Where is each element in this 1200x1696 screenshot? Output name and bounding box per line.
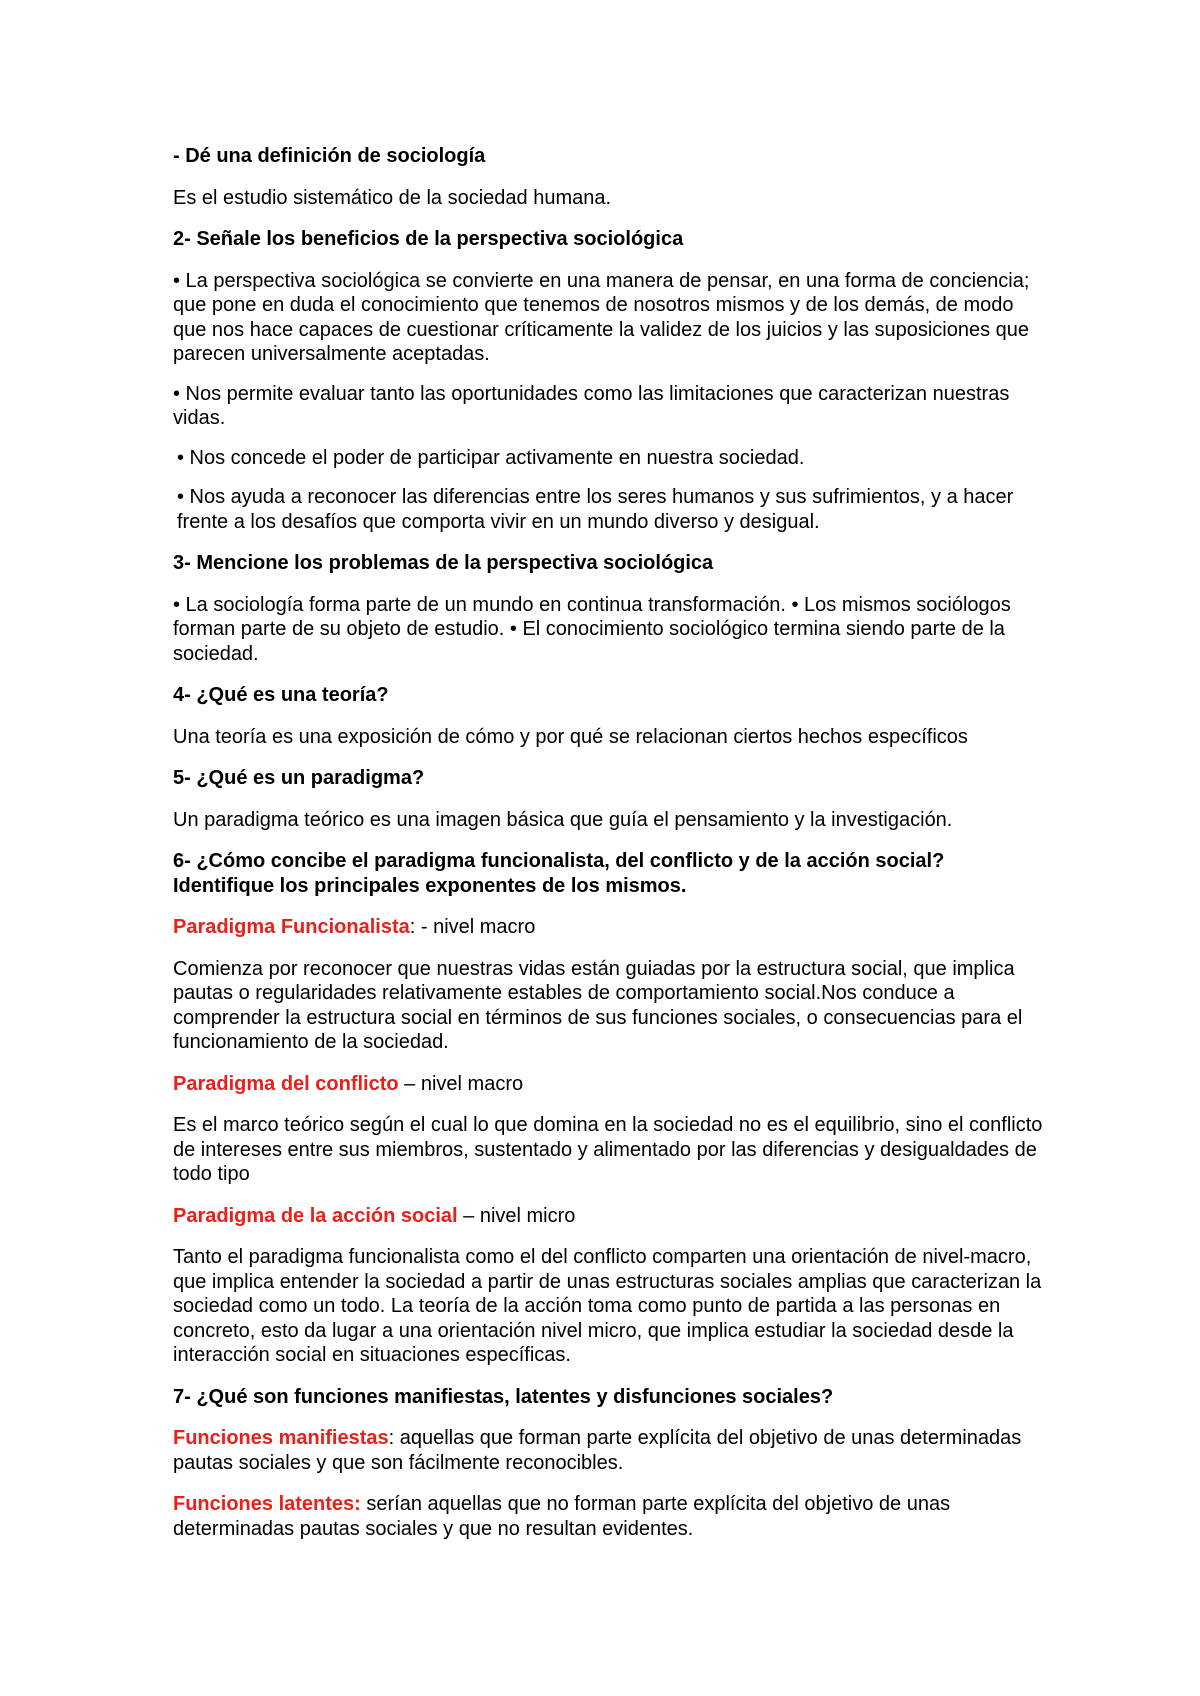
- accion-label: Paradigma de la acción social: [173, 1204, 458, 1227]
- question-5-title: 5- ¿Qué es un paradigma?: [173, 767, 425, 789]
- benefit-bullet-1: • La perspectiva sociológica se convierte en una manera de pensar, en una forma de conciencia; que pone en duda el conocimiento que tenemos de nosotros mismos y de los demás, de modo que nos hace capaces de cuestionar críticamente la validez de los juicios y las suposiciones que parecen universalmente aceptadas.: [173, 269, 1030, 365]
- question-1-answer: Es el estudio sistemático de la sociedad humana.: [173, 186, 612, 209]
- question-6-title: 6- ¿Cómo concibe el paradigma funcionalista, del conflicto y de la acción social? Identifique los principales exponentes de los mismos.: [173, 850, 945, 897]
- conflicto-heading: [173, 1072, 1043, 1097]
- manifiestas-label: Funciones manifiestas: [173, 1427, 389, 1449]
- funcionalista-heading: [173, 915, 1043, 940]
- manifiestas-text: : aquellas que forman parte explícita del objetivo de unas determinadas pautas sociales y que son fácilmente reconocibles.: [173, 1427, 1022, 1474]
- latentes-label: Funciones latentes:: [173, 1493, 361, 1515]
- funcionalista-label: Paradigma Funcionalista: [173, 916, 410, 938]
- accion-level: – nivel micro: [457, 1204, 576, 1227]
- benefit-bullet-4: • Nos ayuda a reconocer las diferencias entre los seres humanos y sus sufrimientos, y a hacer frente a los desafíos que comporta vivir en un mundo diverso y desigual.: [177, 486, 1014, 533]
- question-1-title: - Dé una definición de sociología: [173, 145, 486, 167]
- question-3-answer: • La sociología forma parte de un mundo en continua transformación. • Los mismos sociólogos forman parte de su objeto de estudio. • El conocimiento sociológico termina siendo parte de la sociedad.: [173, 593, 1011, 665]
- question-4-title: 4- ¿Qué es una teoría?: [173, 684, 389, 706]
- question-2-title: 2- Señale los beneficios de la perspectiva sociológica: [173, 228, 684, 250]
- accion-text: Tanto el paradigma funcionalista como el del conflicto comparten una orientación de nivel-macro, que implica entender la sociedad a partir de unas estructuras sociales amplias que caracterizan la sociedad como un todo. La teoría de la acción toma como punto de partida a las personas en concreto, esto da lugar a una orientación nivel micro, que implica estudiar la sociedad desde la interacción social en situaciones específicas.: [173, 1246, 1042, 1366]
- question-7-title: 7- ¿Qué son funciones manifiestas, latentes y disfunciones sociales?: [173, 1385, 834, 1408]
- funcionalista-text: Comienza por reconocer que nuestras vidas están guiadas por la estructura social, que implica pautas o regularidades relativamente estables de comportamiento social.Nos conduce a comprender la estructura social en términos de sus funciones sociales, o consecuencias para el funcionamiento de la sociedad.: [173, 957, 1023, 1053]
- accion-heading: [173, 1204, 1043, 1229]
- manifiestas-paragraph: [173, 1426, 1043, 1475]
- latentes-paragraph: [173, 1492, 1043, 1541]
- question-3-title: 3- Mencione los problemas de la perspectiva sociológica: [173, 552, 714, 574]
- latentes-text: serían aquellas que no forman parte explícita del objetivo de unas determinadas pautas sociales y que no resultan evidentes.: [173, 1493, 951, 1540]
- conflicto-level: – nivel macro: [398, 1072, 524, 1095]
- funcionalista-level: : - nivel macro: [409, 916, 536, 938]
- benefit-bullet-3: • Nos concede el poder de participar activamente en nuestra sociedad.: [177, 446, 805, 469]
- conflicto-label: Paradigma del conflicto: [173, 1072, 399, 1095]
- conflicto-text: Es el marco teórico según el cual lo que domina en la sociedad no es el equilibrio, sino el conflicto de intereses entre sus miembros, sustentado y alimentado por las diferencias y desigualdades de todo tipo: [173, 1114, 1043, 1185]
- document-body: [173, 144, 1043, 1558]
- question-5-answer: Un paradigma teórico es una imagen básica que guía el pensamiento y la investigación.: [173, 808, 953, 831]
- benefit-bullet-2: • Nos permite evaluar tanto las oportunidades como las limitaciones que caracterizan nuestras vidas.: [173, 382, 1010, 429]
- question-4-answer: Una teoría es una exposición de cómo y por qué se relacionan ciertos hechos específicos: [173, 725, 968, 748]
